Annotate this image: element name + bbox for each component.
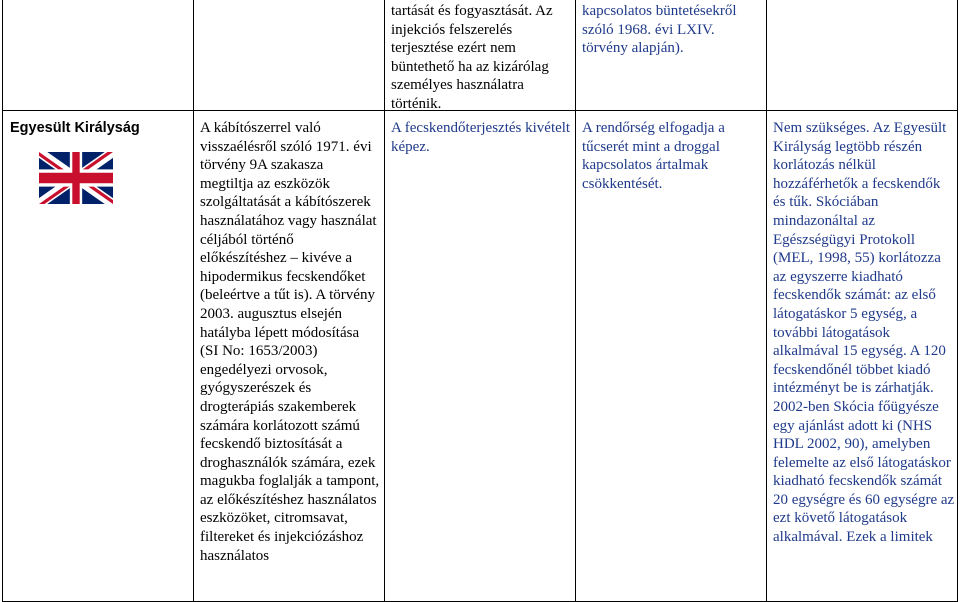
column-divider [193, 0, 194, 602]
table-border-left [2, 0, 3, 602]
uk-syringe-distribution-text: A fecskendőterjesztés kivételt képez. [391, 120, 571, 155]
column-divider [766, 0, 767, 602]
prev-row-col3-text: tartását és fogyasztását. Az injekciós felszerelés terjesztése ezért nem büntethető ha az kizárólag személyes használatra történik. [391, 3, 553, 112]
column-divider [384, 0, 385, 602]
uk-prescription-text: Nem szükséges. Az Egyesült Királyság legtöbb részén korlátozás nélkül hozzáférhetők a fecskendők és tűk. Skóciában mindazonáltal az Egészségügyi Protokoll (MEL, 1998, 55) korlátozza az egyszerre kiadható fecskendők számát: az első látogatáskor 5 egység, a további látogatások alkalmával 15 egység. A 120 fecskendőnél többet kiadó intézményt be is zárhatják. 2002-ben Skócia főügyésze egy ajánlást adott ki (NHS HDL 2002, 90), amelyben felemelte az első látogatáskor kiadható fecskendők számát 20 egységre és 60 egységre az ezt követő látogatások alkalmával. Ezek a limitek [773, 120, 955, 546]
uk-flag-icon [39, 152, 113, 204]
uk-police-stance-text: A rendőrség elfogadja a tűcserét mint a droggal kapcsolatos ártalmak csökkentését. [582, 120, 725, 192]
table-border-right [957, 0, 958, 602]
prev-row-col4-text: kapcsolatos büntetésekről szóló 1968. évi LXIV. törvény alapján). [582, 3, 737, 57]
country-name: Egyesült Királyság [10, 120, 140, 136]
uk-legislation-text: A kábítószerrel való visszaélésről szóló 1971. évi törvény 9A szakasza megtiltja az eszközök szolgáltatását a kábítószerek használatához vagy használat céljából történő előkészítéshez – kivéve a hipodermikus fecskendőket (beleértve a tűt is). A törvény 2003. augusztus elsején hatályba lépett módosítása (SI No: 1653/2003) engedélyezi orvosok, gyógyszerészek és drogterápiás szakemberek számára korlátozott számú fecskendő biztosítását a droghasználók számára, ezek magukba foglalják a tampont, az előkészítéshez használatos eszközöket, citromsavat, filtereket és injekciózáshoz használatos [200, 120, 380, 564]
